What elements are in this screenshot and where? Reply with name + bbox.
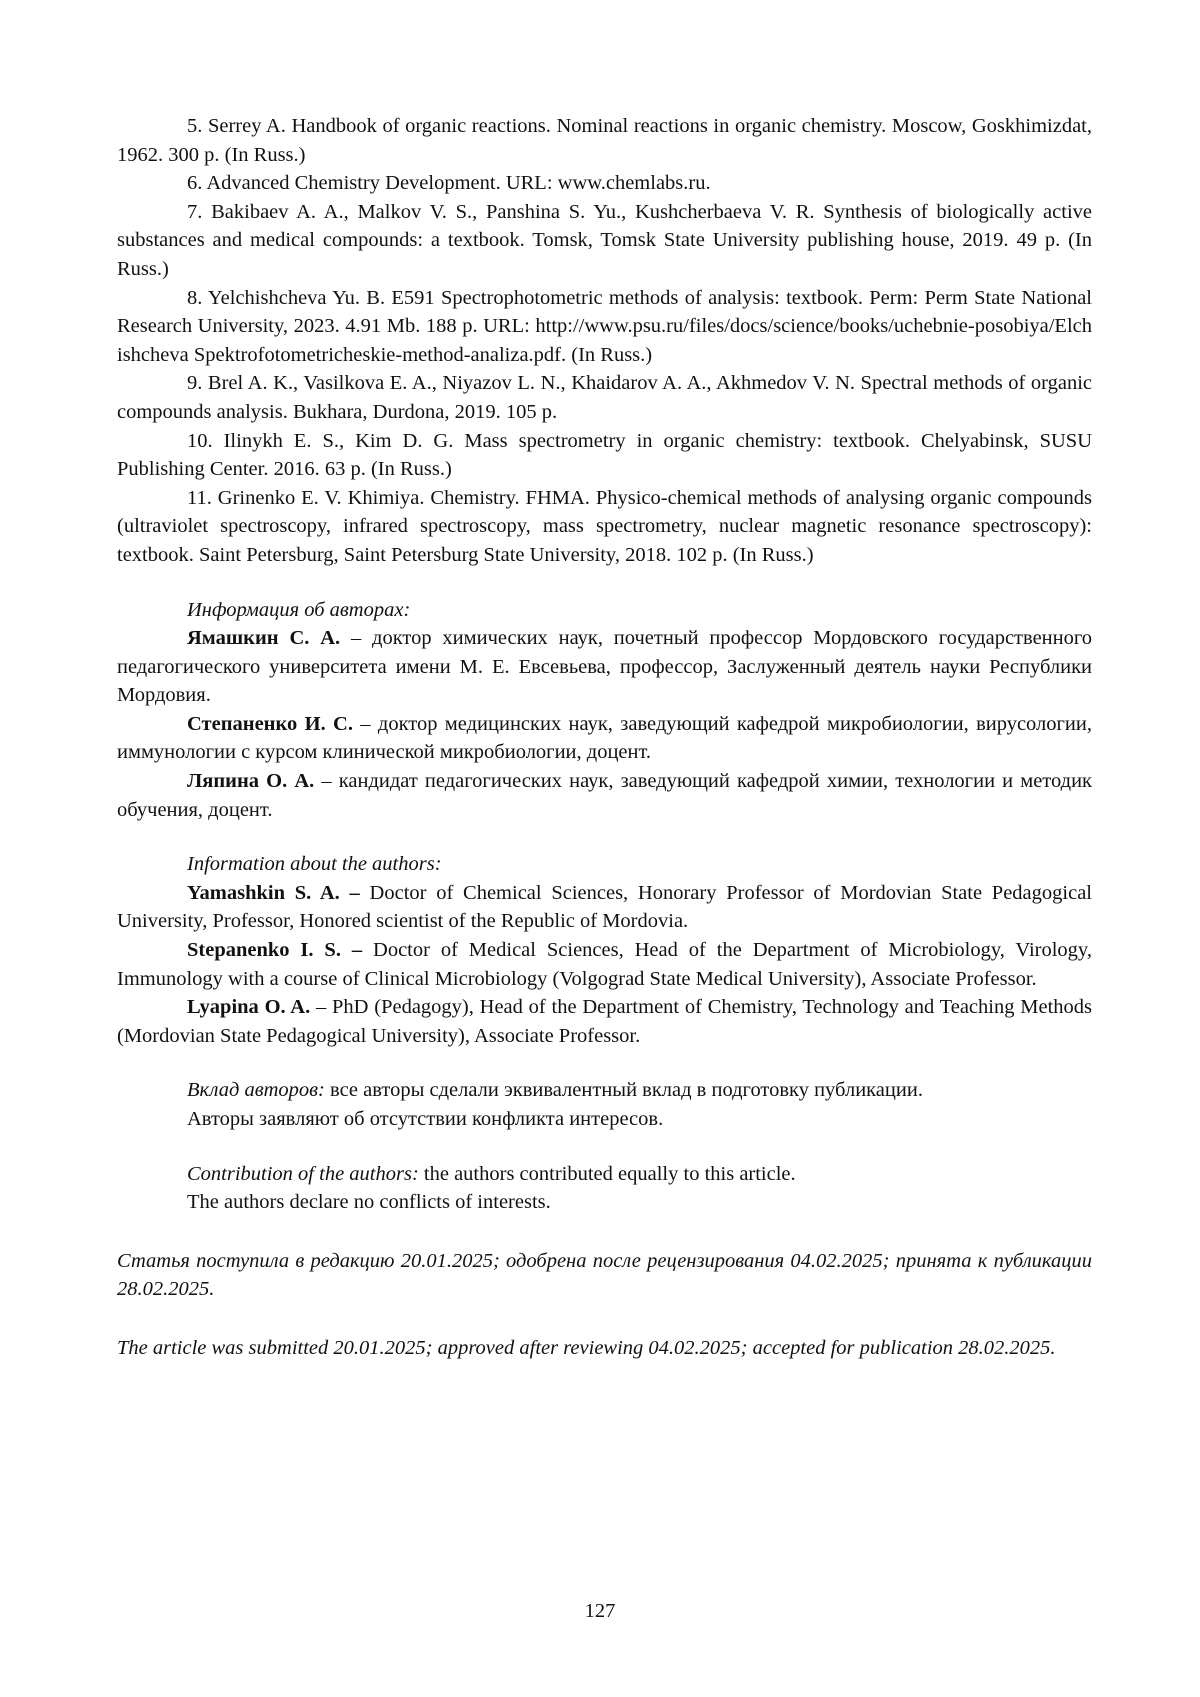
- article-dates-en: The article was submitted 20.01.2025; approved after reviewing 04.02.2025; accepted for publication 28.02.2025.: [117, 1336, 1056, 1359]
- reference-item: 8. Yelchishcheva Yu. B. E591 Spectrophotometric methods of analysis: textbook. Perm: Perm State National Research University, 2023. 4.91 Mb. 188 p. URL: http://www.psu.ru/files/docs/science/books/uchebnie-posobiya/Elchishcheva Spektrofotometricheskie-method-analiza.pdf. (In Russ.): [117, 286, 1092, 366]
- page-number: 127: [584, 1600, 616, 1622]
- conflict-statement: The authors declare no conflicts of interests.: [187, 1191, 551, 1214]
- author-name: Lyapina O. A.: [187, 996, 311, 1019]
- author-name: Stepanenko I. S. –: [187, 939, 363, 962]
- reference-item: 10. Ilinykh E. S., Kim D. G. Mass spectrometry in organic chemistry: textbook. Chelyabinsk, SUSU Publishing Center. 2016. 63 p. (In Russ.): [117, 429, 1092, 481]
- author-entry: [117, 767, 1092, 824]
- authors-heading-en: Information about the authors:: [187, 853, 442, 876]
- reference-item: 7. Bakibaev A. A., Malkov V. S., Panshina S. Yu., Kushcherbaeva V. R. Synthesis of biologically active substances and medical compounds: a textbook. Tomsk, Tomsk State University publishing house, 2019. 49 p. (In Russ.): [117, 200, 1092, 280]
- reference-item: 5. Serrey A. Handbook of organic reactions. Nominal reactions in organic chemistry. Moscow, Goskhimizdat, 1962. 300 p. (In Russ.): [117, 115, 1092, 166]
- author-name: Ляпина О. А.: [187, 770, 315, 793]
- reference-item: 11. Grinenko E. V. Khimiya. Chemistry. FHMA. Physico-chemical methods of analysing organic compounds (ultraviolet spectroscopy, infrared spectroscopy, mass spectrometry, nuclear magnetic resonance spectroscopy): textbook. Saint Petersburg, Saint Petersburg State University, 2018. 102 p. (In Russ.): [117, 486, 1092, 566]
- conflict-statement: Авторы заявляют об отсутствии конфликта интересов.: [187, 1108, 664, 1130]
- author-entry: [117, 710, 1092, 767]
- author-desc: Doctor of Chemical Sciences, Honorary Professor of Mordovian State Pedagogical University, Professor, Honored scientist of the Republic of Mordovia.: [117, 881, 1092, 933]
- author-desc: – кандидат педагогических наук, заведующий кафедрой химии, технологии и методик обучения, доцент.: [117, 770, 1093, 821]
- author-desc: – доктор медицинских наук, заведующий кафедрой микробиологии, вирусологии, иммунологии с курсом клинической микробиологии, доцент.: [117, 712, 1092, 764]
- contribution-label: Вклад авторов:: [187, 1079, 325, 1102]
- author-entry: [117, 624, 1092, 710]
- contribution-en: [117, 1160, 1092, 1217]
- contribution-ru: [117, 1076, 1092, 1133]
- contribution-line: [117, 1160, 1092, 1189]
- reference-item: 6. Advanced Chemistry Development. URL: www.chemlabs.ru.: [187, 172, 711, 195]
- author-desc: Doctor of Medical Sciences, Head of the Department of Microbiology, Virology, Immunology with a course of Clinical Microbiology (Volgograd State Medical University), Associate Professor.: [117, 939, 1092, 990]
- contribution-line: [117, 1076, 1092, 1105]
- reference-item: 9. Brel A. K., Vasilkova E. A., Niyazov L. N., Khaidarov A. A., Akhmedov V. N. Spectral methods of organic compounds analysis. Bukhara, Durdona, 2019. 105 p.: [117, 372, 1092, 423]
- authors-info-ru: [117, 596, 1092, 825]
- author-name: Степаненко И. С.: [187, 712, 353, 735]
- article-dates-ru: Статья поступила в редакцию 20.01.2025; одобрена после рецензирования 04.02.2025; принята к публикации 28.02.2025.: [117, 1249, 1092, 1301]
- author-desc: – доктор химических наук, почетный профессор Мордовского государственного педагогического университета имени М. Е. Евсевьева, профессор, Заслуженный деятель науки Республики Мордовия.: [117, 627, 1093, 707]
- authors-heading-ru: Информация об авторах:: [187, 598, 411, 621]
- author-entry: [117, 936, 1092, 993]
- contribution-text: the authors contributed equally to this article.: [418, 1162, 796, 1185]
- contribution-text: все авторы сделали эквивалентный вклад в подготовку публикации.: [324, 1079, 923, 1102]
- author-entry: [117, 879, 1092, 936]
- authors-info-en: [117, 850, 1092, 1050]
- contribution-label: Contribution of the authors:: [187, 1162, 419, 1185]
- author-name: Yamashkin S. A. –: [187, 881, 360, 904]
- author-desc: – PhD (Pedagogy), Head of the Department of Chemistry, Technology and Teaching Methods (Mordovian State Pedagogical University), Associate Professor.: [117, 996, 1092, 1047]
- reference-list: [117, 112, 1092, 570]
- author-name: Ямашкин С. А.: [187, 627, 341, 650]
- author-entry: [117, 993, 1092, 1050]
- document-page: [117, 112, 1092, 1363]
